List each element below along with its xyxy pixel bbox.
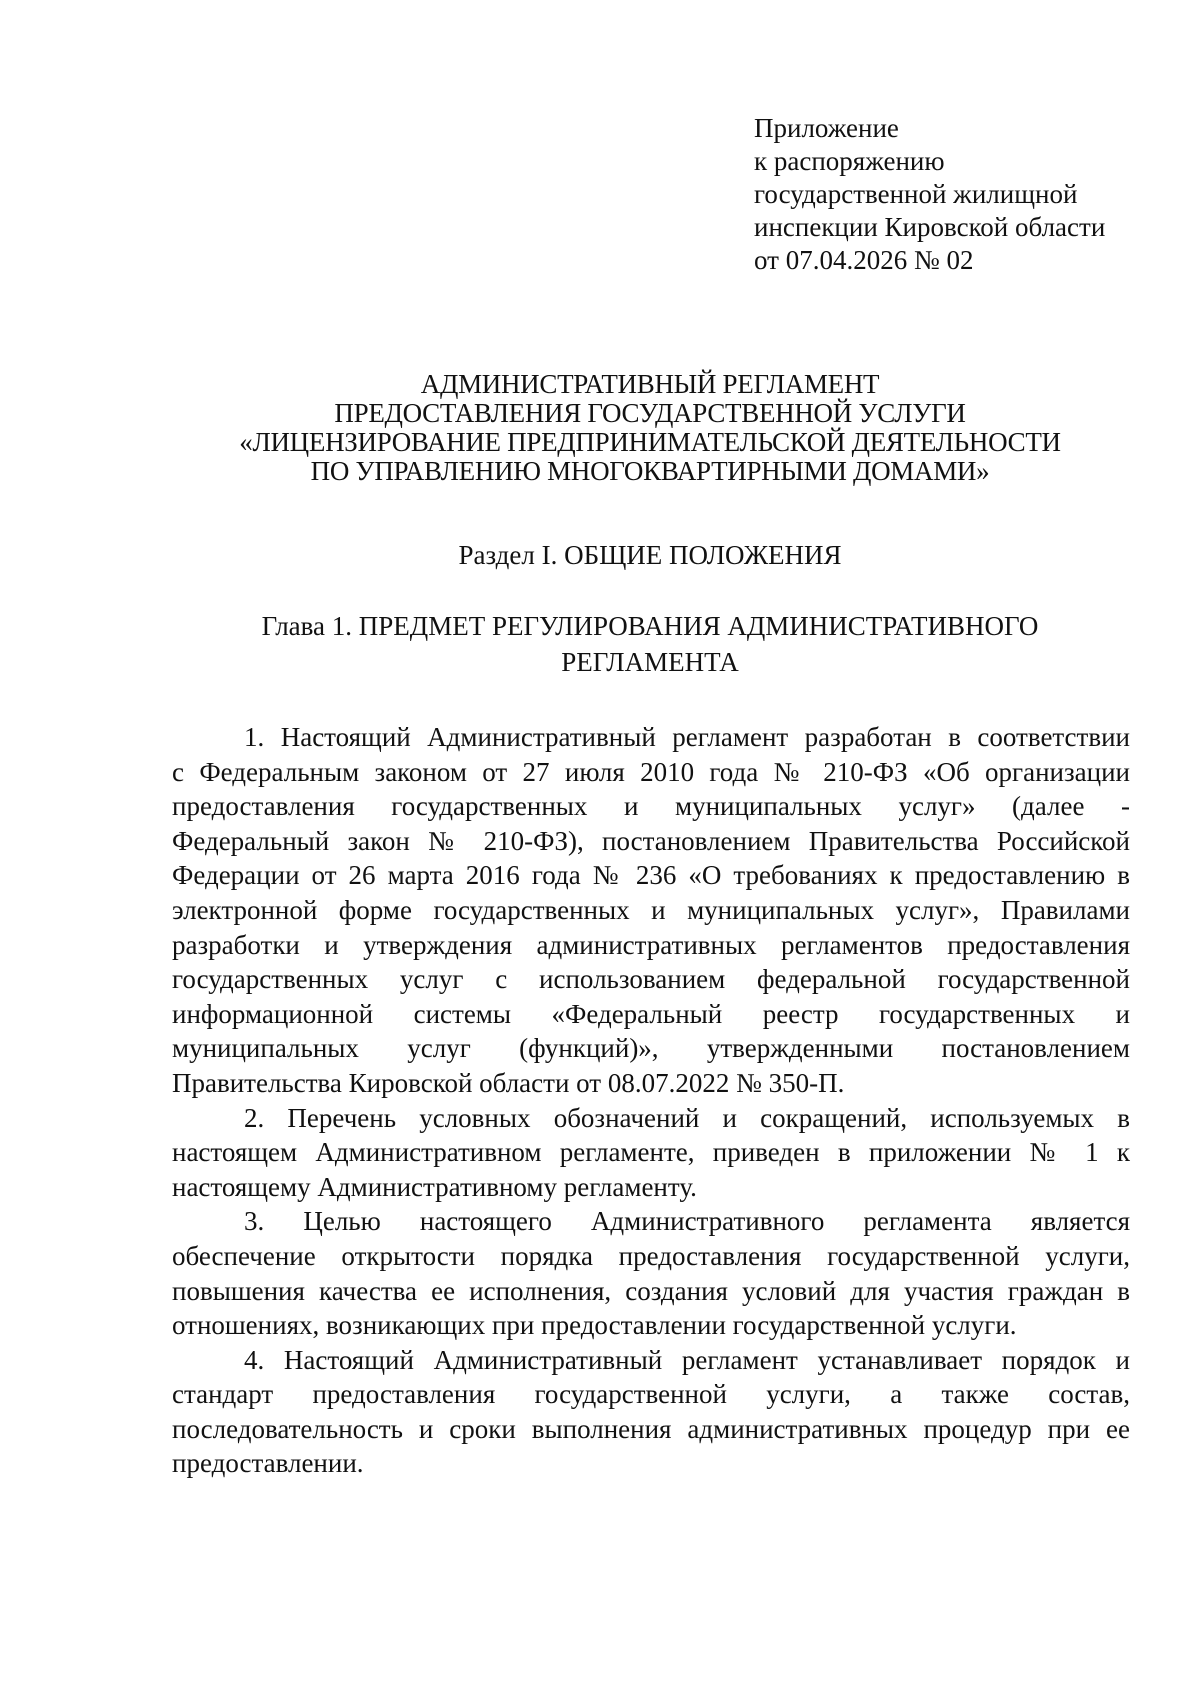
- document-title-line: ПРЕДОСТАВЛЕНИЯ ГОСУДАРСТВЕННОЙ УСЛУГИ: [334, 398, 966, 428]
- text-line: Правительства Кировской области от 08.07.2022 № 350-П.: [172, 1067, 845, 1098]
- text-line: информационной системы «Федеральный реестр государственных и: [172, 998, 1130, 1029]
- document-title-line: АДМИНИСТРАТИВНЫЙ РЕГЛАМЕНТ: [420, 369, 880, 399]
- text-line: настоящем Административном регламенте, приведен в приложении № 1 к: [172, 1137, 1130, 1168]
- paragraph-2: [172, 1101, 1130, 1205]
- text-line: Федеральный закон № 210-ФЗ), постановлением Правительства Российской: [172, 825, 1130, 856]
- section-heading: Раздел I. ОБЩИЕ ПОЛОЖЕНИЯ: [458, 540, 842, 570]
- chapter-heading-line: РЕГЛАМЕНТА: [561, 647, 739, 677]
- text-line: стандарт предоставления государственной услуги, а также состав,: [172, 1379, 1130, 1410]
- body-text: [172, 720, 1130, 1481]
- text-line: повышения качества ее исполнения, создания условий для участия граждан в: [172, 1275, 1130, 1306]
- text-line: Федерации от 26 марта 2016 года № 236 «О требованиях к предоставлению в: [172, 860, 1130, 891]
- text-line: предоставлении.: [172, 1448, 364, 1479]
- text-line: последовательность и сроки выполнения административных процедур при ее: [172, 1413, 1130, 1444]
- appendix-note-line: государственной жилищной: [754, 179, 1078, 209]
- appendix-note-line: Приложение: [754, 113, 899, 143]
- text-line: отношениях, возникающих при предоставлении государственной услуги.: [172, 1310, 1017, 1341]
- document-title-line: «ЛИЦЕНЗИРОВАНИЕ ПРЕДПРИНИМАТЕЛЬСКОЙ ДЕЯТЕЛЬНОСТИ: [239, 427, 1061, 457]
- appendix-note: [754, 112, 1174, 277]
- text-line: разработки и утверждения административных регламентов предоставления: [172, 929, 1130, 960]
- text-line: муниципальных услуг (функций)», утвержденными постановлением: [172, 1033, 1130, 1064]
- text-line: предоставления государственных и муниципальных услуг» (далее -: [172, 791, 1130, 822]
- appendix-note-line: инспекции Кировской области: [754, 212, 1106, 242]
- appendix-note-line: от 07.04.2026 № 02: [754, 245, 974, 275]
- text-line: настоящему Административному регламенту.: [172, 1171, 697, 1202]
- paragraph-3: [172, 1204, 1130, 1342]
- text-line: государственных услуг с использованием федеральной государственной: [172, 964, 1130, 995]
- text-line: 3. Целью настоящего Административного регламента является: [244, 1206, 1130, 1237]
- document-title-line: ПО УПРАВЛЕНИЮ МНОГОКВАРТИРНЫМИ ДОМАМИ»: [310, 456, 990, 486]
- chapter-heading-line: Глава 1. ПРЕДМЕТ РЕГУЛИРОВАНИЯ АДМИНИСТРАТИВНОГО: [261, 611, 1039, 641]
- text-line: электронной форме государственных и муниципальных услуг», Правилами: [172, 894, 1130, 925]
- paragraph-4: [172, 1343, 1130, 1481]
- document-title: [150, 370, 1150, 486]
- text-line: 1. Настоящий Административный регламент разработан в соответствии: [244, 722, 1130, 752]
- paragraph-1: [172, 720, 1130, 1101]
- chapter-heading: [150, 608, 1150, 680]
- appendix-note-line: к распоряжению: [754, 146, 945, 176]
- text-line: 2. Перечень условных обозначений и сокращений, используемых в: [244, 1102, 1130, 1133]
- text-line: с Федеральным законом от 27 июля 2010 года № 210-ФЗ «Об организации: [172, 756, 1130, 787]
- text-line: обеспечение открытости порядка предоставления государственной услуги,: [172, 1240, 1130, 1271]
- text-line: 4. Настоящий Административный регламент устанавливает порядок и: [244, 1344, 1130, 1375]
